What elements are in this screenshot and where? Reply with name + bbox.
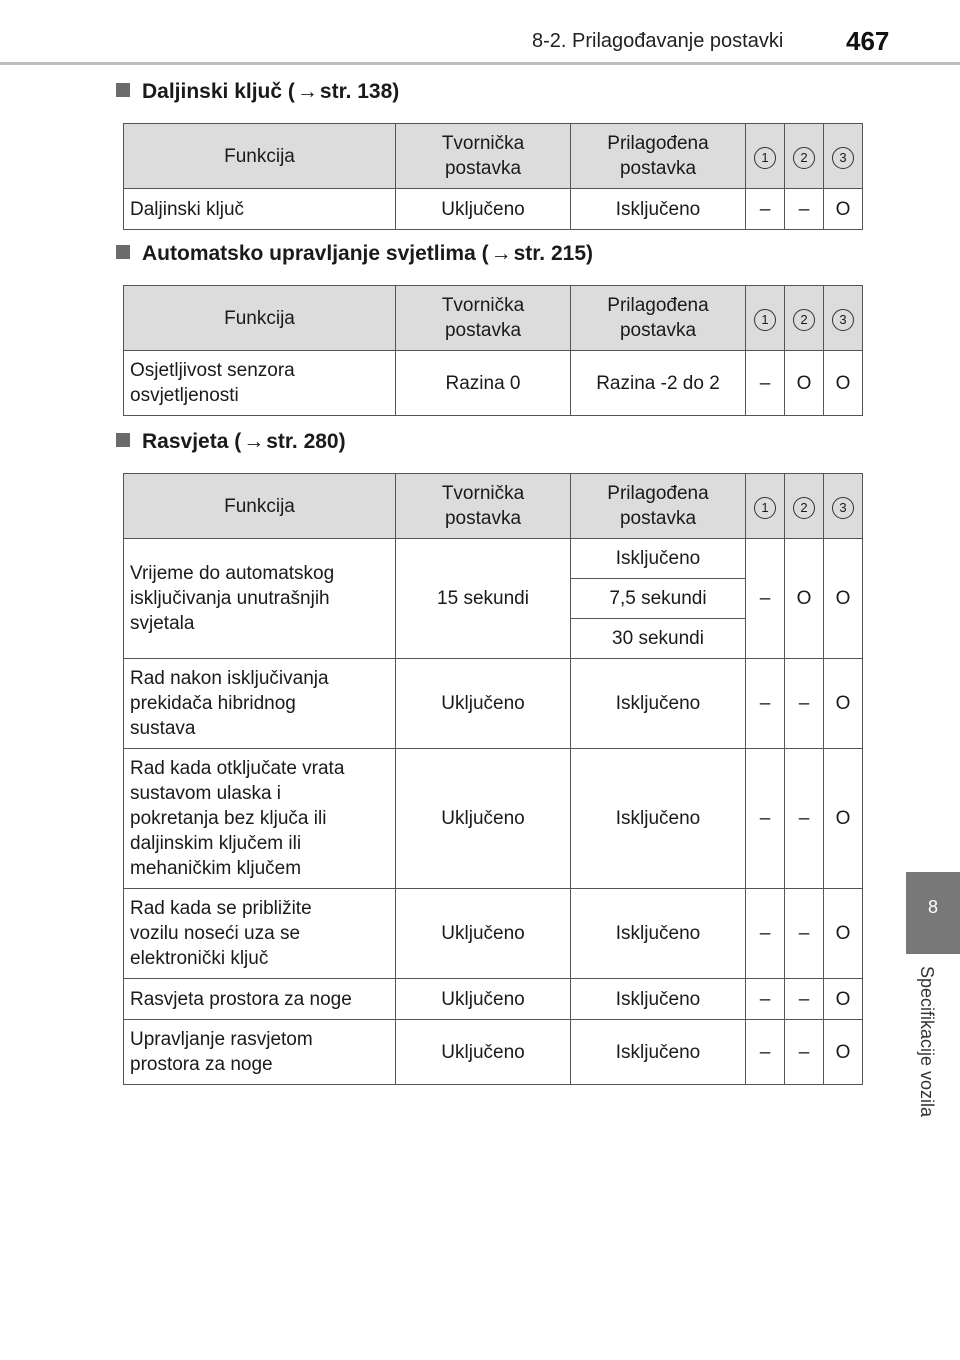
cell-c1: – bbox=[746, 351, 785, 416]
table-remote-key bbox=[123, 123, 863, 230]
cell-function: Osjetljivost senzora osvjetljenosti bbox=[124, 351, 396, 416]
header-default: Tvornička postavka bbox=[396, 286, 571, 351]
cell-c1: – bbox=[746, 1020, 785, 1085]
cell-c3: O bbox=[824, 659, 863, 749]
cell-c3: O bbox=[824, 889, 863, 979]
cell-default: Razina 0 bbox=[396, 351, 571, 416]
circled-1-icon: 1 bbox=[754, 309, 776, 331]
section-heading-auto-lights: Automatsko upravljanje svjetlima (→str. 215) bbox=[116, 242, 593, 266]
header-function: Funkcija bbox=[124, 124, 396, 189]
cell-function: Rad kada se približite vozilu noseći uza se elektronički ključ bbox=[124, 889, 396, 979]
header-divider bbox=[0, 62, 960, 65]
table-header-row bbox=[124, 474, 863, 539]
cell-c3: O bbox=[824, 351, 863, 416]
cell-c2: – bbox=[785, 189, 824, 230]
cell-custom: Isključeno bbox=[571, 1020, 746, 1085]
square-bullet-icon bbox=[116, 433, 130, 447]
cell-default: 15 sekundi bbox=[396, 539, 571, 659]
chapter-number: 8 bbox=[927, 897, 938, 917]
header-section-title: 8-2. Prilagođavanje postavki bbox=[532, 30, 784, 52]
cell-default: Uključeno bbox=[396, 659, 571, 749]
cell-function: Rad kada otključate vrata sustavom ulaska i pokretanja bez ključa ili daljinskim ključem ili mehaničkim ključem bbox=[124, 749, 396, 889]
cell-custom-option: 30 sekundi bbox=[571, 619, 746, 659]
cell-c2: – bbox=[785, 749, 824, 889]
table-row bbox=[124, 979, 863, 1020]
cell-default: Uključeno bbox=[396, 189, 571, 230]
circled-3-icon: 3 bbox=[832, 497, 854, 519]
header-col-2 bbox=[785, 474, 824, 539]
header-col-3 bbox=[824, 286, 863, 351]
cell-c1: – bbox=[746, 539, 785, 659]
cell-c2: – bbox=[785, 1020, 824, 1085]
cell-c3: O bbox=[824, 979, 863, 1020]
table-row bbox=[124, 351, 863, 416]
table-auto-lights bbox=[123, 285, 863, 416]
chapter-tab bbox=[906, 872, 960, 954]
cell-function: Upravljanje rasvjetom prostora za noge bbox=[124, 1020, 396, 1085]
header-col-1 bbox=[746, 124, 785, 189]
table-row bbox=[124, 189, 863, 230]
circled-2-icon: 2 bbox=[793, 147, 815, 169]
circled-3-icon: 3 bbox=[832, 309, 854, 331]
cell-c2: – bbox=[785, 659, 824, 749]
table-row bbox=[124, 1020, 863, 1085]
cell-function: Vrijeme do automatskog isključivanja unutrašnjih svjetala bbox=[124, 539, 396, 659]
cell-c1: – bbox=[746, 189, 785, 230]
cell-c3: O bbox=[824, 749, 863, 889]
cell-custom: Isključeno bbox=[571, 189, 746, 230]
header-default: Tvornička postavka bbox=[396, 124, 571, 189]
header-col-2 bbox=[785, 286, 824, 351]
cell-c2: – bbox=[785, 889, 824, 979]
cell-custom: Razina -2 do 2 bbox=[571, 351, 746, 416]
circled-3-icon: 3 bbox=[832, 147, 854, 169]
header-function: Funkcija bbox=[124, 286, 396, 351]
header-custom: Prilagođena postavka bbox=[571, 124, 746, 189]
arrow-right-icon: → bbox=[296, 80, 318, 103]
cell-custom-option: Isključeno bbox=[571, 539, 746, 579]
table-row bbox=[124, 659, 863, 749]
cell-function: Rad nakon isključivanja prekidača hibridnog sustava bbox=[124, 659, 396, 749]
header-col-3 bbox=[824, 474, 863, 539]
arrow-right-icon: → bbox=[490, 242, 512, 265]
header-col-2 bbox=[785, 124, 824, 189]
square-bullet-icon bbox=[116, 245, 130, 259]
cell-c2: O bbox=[785, 351, 824, 416]
table-header-row bbox=[124, 124, 863, 189]
chapter-title: Specifikacije vozila bbox=[917, 966, 937, 1118]
cell-c1: – bbox=[746, 749, 785, 889]
header-default: Tvornička postavka bbox=[396, 474, 571, 539]
cell-default: Uključeno bbox=[396, 889, 571, 979]
header-col-3 bbox=[824, 124, 863, 189]
header-custom: Prilagođena postavka bbox=[571, 286, 746, 351]
cell-custom: Isključeno bbox=[571, 979, 746, 1020]
cell-custom: Isključeno bbox=[571, 749, 746, 889]
page-number: 467 bbox=[846, 26, 890, 56]
header-custom: Prilagođena postavka bbox=[571, 474, 746, 539]
circled-1-icon: 1 bbox=[754, 497, 776, 519]
section-heading-lighting: Rasvjeta (→str. 280) bbox=[116, 430, 346, 454]
cell-c3: O bbox=[824, 189, 863, 230]
cell-c2: O bbox=[785, 539, 824, 659]
cell-custom: Isključeno bbox=[571, 659, 746, 749]
cell-function: Rasvjeta prostora za noge bbox=[124, 979, 396, 1020]
cell-c1: – bbox=[746, 979, 785, 1020]
circled-1-icon: 1 bbox=[754, 147, 776, 169]
table-row bbox=[124, 889, 863, 979]
cell-c1: – bbox=[746, 659, 785, 749]
cell-default: Uključeno bbox=[396, 1020, 571, 1085]
arrow-right-icon: → bbox=[243, 430, 265, 453]
table-row bbox=[124, 539, 863, 579]
cell-default: Uključeno bbox=[396, 979, 571, 1020]
cell-default: Uključeno bbox=[396, 749, 571, 889]
table-header-row bbox=[124, 286, 863, 351]
cell-c1: – bbox=[746, 889, 785, 979]
cell-c3: O bbox=[824, 1020, 863, 1085]
header-function: Funkcija bbox=[124, 474, 396, 539]
header-col-1 bbox=[746, 286, 785, 351]
cell-c3: O bbox=[824, 539, 863, 659]
circled-2-icon: 2 bbox=[793, 309, 815, 331]
circled-2-icon: 2 bbox=[793, 497, 815, 519]
cell-function: Daljinski ključ bbox=[124, 189, 396, 230]
cell-custom: Isključeno bbox=[571, 889, 746, 979]
square-bullet-icon bbox=[116, 83, 130, 97]
cell-c2: – bbox=[785, 979, 824, 1020]
section-heading-remote-key: Daljinski ključ (→str. 138) bbox=[116, 80, 399, 104]
table-lighting bbox=[123, 473, 863, 1085]
cell-custom-option: 7,5 sekundi bbox=[571, 579, 746, 619]
header-col-1 bbox=[746, 474, 785, 539]
table-row bbox=[124, 749, 863, 889]
